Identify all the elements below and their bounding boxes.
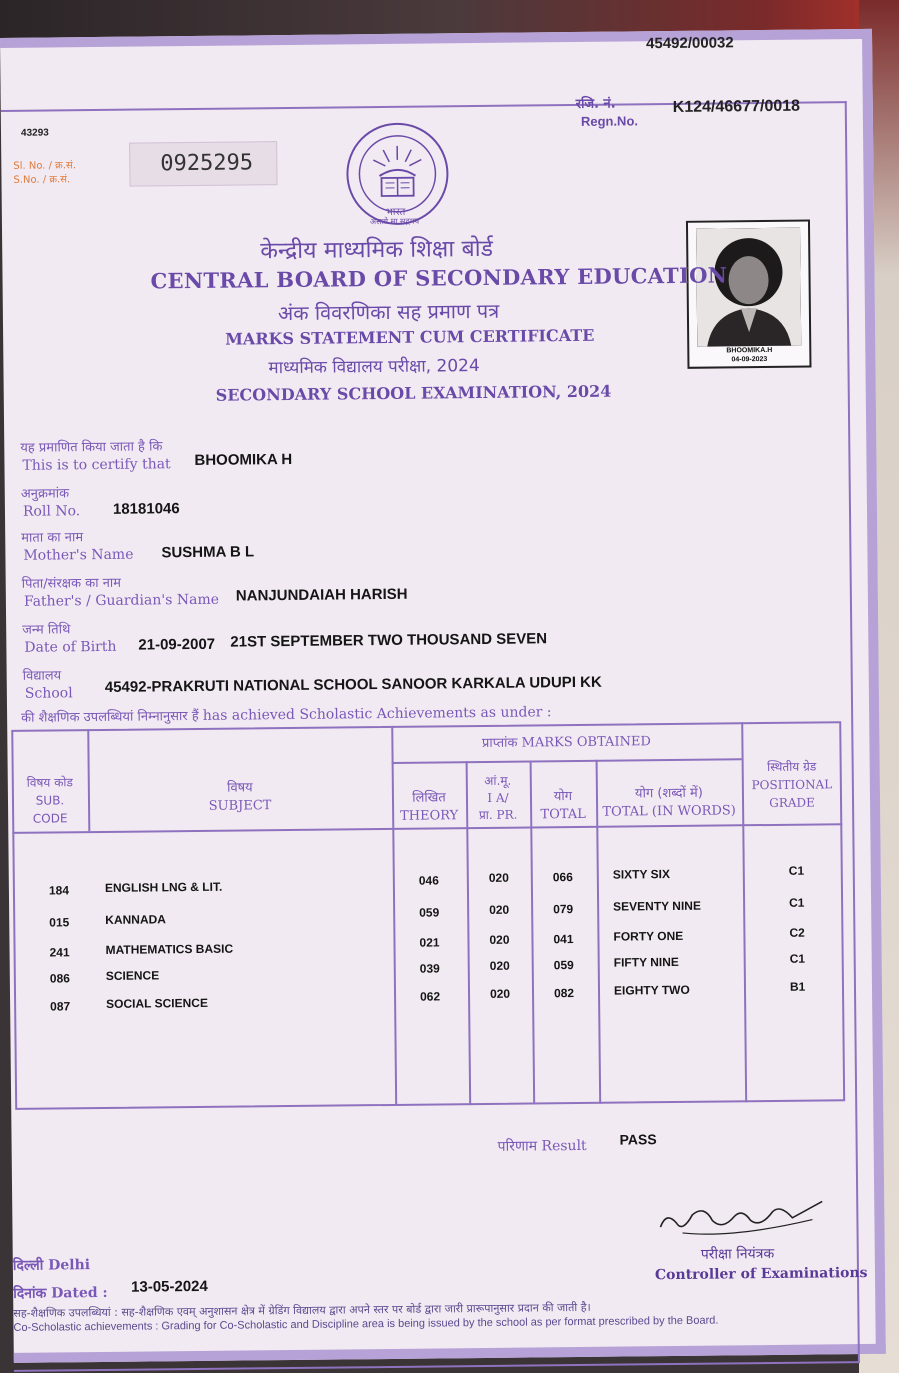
header-total	[530, 788, 596, 825]
row-grade: B1	[789, 979, 806, 994]
place: दिल्ली Delhi	[12, 1257, 91, 1274]
certify-label-hindi: यह प्रमाणित किया जाता है कि	[20, 439, 163, 456]
row-grade: C1	[789, 951, 806, 966]
signature	[652, 1189, 833, 1251]
row-total: 082	[553, 986, 575, 1001]
row-total: 041	[553, 932, 574, 947]
orange-stamp-line: Sl. No. / क्र.सं.	[13, 160, 77, 172]
roll-number: 18181046	[112, 500, 180, 518]
header-subject	[88, 778, 392, 817]
regn-number: K124/46677/0018	[672, 97, 801, 116]
dob-label-hindi: जन्म तिथि	[22, 622, 71, 638]
roll-label-hindi: अनुक्रमांक	[20, 486, 70, 502]
header-marks-obtained: प्राप्तांक MARKS OBTAINED	[481, 734, 651, 751]
row-total: 079	[553, 902, 574, 917]
photo-caption	[691, 346, 807, 365]
school-label-hindi: विद्यालय	[22, 668, 62, 684]
date-of-birth-words: 21ST SEPTEMBER TWO THOUSAND SEVEN	[230, 630, 548, 651]
header-subject-hindi: विषय	[226, 780, 253, 796]
marks-table	[11, 703, 845, 1094]
row-ia: 020	[489, 932, 510, 947]
header-grade-en: POSITIONAL	[751, 777, 833, 793]
board-name-english: CENTRAL BOARD OF SECONDARY EDUCATION	[150, 262, 728, 294]
school-label: School	[24, 685, 73, 702]
row-subject: ENGLISH LNG & LIT.	[104, 879, 223, 895]
emblem-motto: असतो मा सद्गमय	[369, 216, 420, 227]
serial-number: 45492/00032	[646, 34, 734, 53]
header-code-hindi: विषय कोड	[26, 775, 73, 790]
orange-stamp	[13, 159, 133, 188]
header-code	[12, 773, 89, 828]
issue-date: 13-05-2024	[130, 1277, 208, 1296]
header-grade-hindi: स्थितीय ग्रेड	[767, 759, 817, 775]
row-subject: MATHEMATICS BASIC	[105, 941, 234, 957]
small-code: 43293	[20, 127, 49, 139]
row-theory: 039	[419, 961, 440, 976]
signatory-english: Controller of Examinations	[654, 1264, 868, 1284]
footer-note-hindi: सह-शैक्षणिक उपलब्धियां : सह-शैक्षणिक एवम् अनुशासन क्षेत्र में ग्रेडिंग विद्यालय द्वारा अपने स्तर पर बोर्ड द्वारा जारी प्रारूपानुसार प्रदान की जाती है।	[13, 1300, 591, 1320]
row-code: 184	[48, 883, 70, 898]
certificate-title-english: MARKS STATEMENT CUM CERTIFICATE	[225, 325, 595, 349]
result-label: परिणाम Result	[497, 1137, 587, 1155]
header-grade-en: GRADE	[769, 795, 815, 810]
regn-label-en: Regn.No.	[580, 113, 639, 129]
mother-label: Mother's Name	[23, 546, 134, 564]
header-code-en: SUB.	[35, 793, 65, 808]
header-total-words-en: TOTAL (IN WORDS)	[602, 803, 736, 820]
row-ia: 020	[489, 986, 511, 1001]
mother-label-hindi: माता का नाम	[21, 530, 84, 546]
row-theory: 059	[419, 905, 440, 920]
result-value: PASS	[619, 1131, 657, 1148]
father-label-hindi: पिता/संरक्षक का नाम	[21, 575, 122, 592]
header-total-en: TOTAL	[540, 806, 586, 823]
student-name: BHOOMIKA H	[194, 450, 293, 469]
header-ia-en: I A/	[487, 790, 509, 805]
row-total: 066	[552, 870, 573, 885]
father-name: NANJUNDAIAH HARISH	[235, 585, 408, 605]
row-theory: 046	[418, 873, 439, 888]
header-total-hindi: योग	[553, 789, 573, 805]
roll-label: Roll No.	[22, 503, 81, 520]
certificate-number: 0925295	[129, 141, 277, 187]
row-theory: 021	[419, 935, 440, 950]
row-code: 241	[49, 945, 70, 960]
row-code: 087	[50, 999, 71, 1014]
row-ia: 020	[489, 958, 510, 973]
row-words: SEVENTY NINE	[613, 898, 702, 914]
achievements-intro-hindi: की शैक्षणिक उपलब्धियां निम्नानुसार हैं	[21, 708, 199, 726]
header-total-words	[596, 784, 742, 822]
header-ia-hindi: आं.मू.	[484, 773, 512, 788]
footer-note-english: Co-Scholastic achievements : Grading for Co-Scholastic and Discipline area is being issued by the school as per format prescribed by the Board.	[13, 1314, 719, 1334]
school-name: 45492-PRAKRUTI NATIONAL SCHOOL SANOOR KARKALA UDUPI KK	[104, 673, 602, 696]
row-subject: KANNADA	[105, 912, 166, 927]
exam-name-hindi: माध्यमिक विद्यालय परीक्षा, 2024	[268, 355, 480, 379]
row-grade: C1	[788, 863, 805, 878]
mother-name: SUSHMA B L	[161, 543, 255, 562]
dated-label: दिनांक Dated :	[13, 1284, 108, 1302]
row-words: FIFTY NINE	[613, 954, 679, 970]
row-ia: 020	[488, 870, 509, 885]
header-theory	[392, 789, 466, 826]
row-total: 059	[553, 958, 574, 973]
header-total-words-hindi: योग (शब्दों में)	[634, 785, 703, 802]
photo-caption-name: BHOOMIKA.H	[726, 346, 773, 355]
header-grade	[742, 757, 843, 812]
signatory-hindi: परीक्षा नियंत्रक	[700, 1245, 775, 1263]
row-words: SIXTY SIX	[612, 867, 671, 882]
father-label: Father's / Guardian's Name	[23, 591, 220, 610]
header-theory-hindi: लिखित	[412, 790, 446, 806]
date-of-birth: 21-09-2007	[138, 635, 216, 654]
certificate-title-hindi: अंक विवरणिका सह प्रमाण पत्र	[277, 298, 500, 326]
board-name-hindi: केन्द्रीय माध्यमिक शिक्षा बोर्ड	[260, 235, 494, 265]
row-subject: SCIENCE	[105, 968, 160, 983]
header-ia	[466, 772, 531, 824]
dob-label: Date of Birth	[24, 638, 117, 656]
achievements-intro-english: has achieved Scholastic Achievements as under :	[202, 704, 552, 724]
exam-name-english: SECONDARY SCHOOL EXAMINATION, 2024	[215, 381, 612, 405]
row-code: 086	[49, 971, 70, 986]
regn-label-hi: रजि. नं.	[575, 96, 616, 112]
row-grade: C2	[789, 925, 805, 940]
header-subject-en: SUBJECT	[208, 798, 272, 814]
header-ia-en: प्रा. PR.	[478, 807, 518, 823]
row-theory: 062	[419, 989, 441, 1004]
row-code: 015	[49, 915, 70, 930]
orange-stamp-line: S.No. / क्र.सं.	[13, 174, 71, 186]
row-grade: C1	[789, 895, 805, 910]
row-words: EIGHTY TWO	[613, 982, 690, 998]
header-code-en: CODE	[32, 811, 68, 826]
row-words: FORTY ONE	[613, 928, 684, 944]
photo-caption-date: 04-09-2023	[731, 355, 768, 364]
certify-label: This is to certify that	[22, 456, 171, 474]
row-subject: SOCIAL SCIENCE	[106, 995, 208, 1011]
emblem-text: भारत	[385, 206, 406, 218]
header-theory-en: THEORY	[400, 808, 459, 824]
row-ia: 020	[489, 902, 510, 917]
marks-certificate	[0, 29, 886, 1363]
